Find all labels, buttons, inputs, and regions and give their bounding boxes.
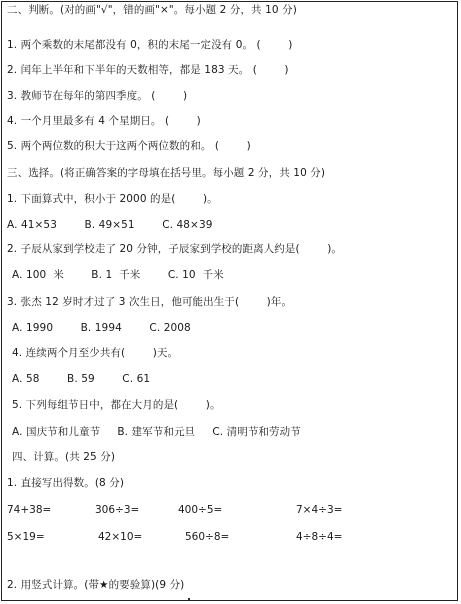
section-3-title: 三、选择。(将正确答案的字母填在括号里。每小题 2 分，共 10 分)	[7, 167, 326, 179]
judge-item-3: 3. 教师节在每年的第四季度。 ( )	[7, 90, 188, 102]
calc-part-2-title: 2. 用竖式计算。(带★的要验算)(9 分)	[7, 579, 185, 591]
calc-part-1-title: 1. 直接写出得数。(8 分)	[7, 477, 125, 489]
choice-question-5: 5. 下列每组节日中，都在大月的是( )。	[12, 399, 221, 411]
calc-row1-item2: 306÷3=	[95, 504, 140, 516]
calc-row1-item3: 400÷5=	[178, 504, 223, 516]
judge-item-5: 5. 两个两位数的积大于这两个两位数的和。 ( )	[7, 140, 251, 152]
choice-question-3: 3. 张杰 12 岁时才过了 3 次生日，他可能出生于( )年。	[7, 296, 293, 308]
calc-row1-item4: 7×4÷3=	[296, 504, 343, 516]
choice-options-3: A. 1990 B. 1994 C. 2008	[12, 322, 191, 334]
scan-speck	[188, 598, 190, 600]
judge-item-4: 4. 一个月里最多有 4 个星期日。 ( )	[7, 115, 201, 127]
choice-options-4: A. 58 B. 59 C. 61	[12, 373, 151, 385]
choice-question-2: 2. 子辰从家到学校走了 20 分钟，子辰家到学校的距离人约是( )。	[7, 243, 342, 255]
choice-question-1: 1. 下面算式中，积小于 2000 的是( )。	[7, 193, 218, 205]
section-2-title: 二、判断。(对的画"√"，错的画"×"。每小题 2 分，共 10 分)	[7, 4, 297, 16]
judge-item-2: 2. 闰年上半年和下半年的天数相等，都是 183 天。 ( )	[7, 64, 289, 76]
judge-item-1: 1. 两个乘数的末尾都没有 0，积的末尾一定没有 0。 ( )	[7, 39, 293, 51]
choice-options-2: A. 100 米 B. 1 千米 C. 10 千米	[12, 269, 224, 281]
calc-row1-item1: 74+38=	[7, 504, 52, 516]
calc-row2-item1: 5×19=	[7, 531, 45, 543]
calc-row2-item4: 4÷8÷4=	[296, 531, 343, 543]
choice-options-5: A. 国庆节和儿童节 B. 建军节和元旦 C. 清明节和劳动节	[12, 426, 301, 438]
section-4-title: 四、计算。(共 25 分)	[12, 451, 116, 463]
choice-question-4: 4. 连续两个月至少共有( )天。	[12, 347, 179, 359]
choice-options-1: A. 41×53 B. 49×51 C. 48×39	[7, 219, 213, 231]
calc-row2-item3: 560÷8=	[185, 531, 230, 543]
calc-row2-item2: 42×10=	[98, 531, 143, 543]
